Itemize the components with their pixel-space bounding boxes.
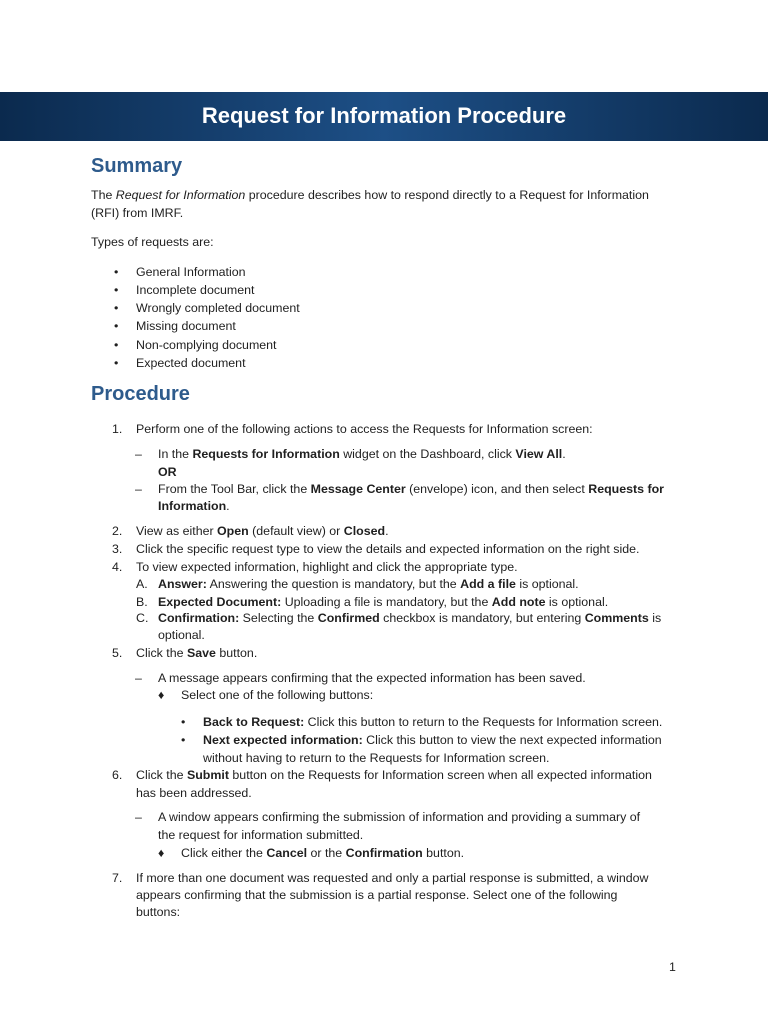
list-item: Wrongly completed document — [136, 301, 300, 315]
step-number: 1. — [112, 422, 123, 436]
step-6-text-line2: has been addressed. — [136, 786, 252, 800]
step-1-text: Perform one of the following actions to access the Requests for Information screen: — [136, 422, 593, 436]
step-number: 3. — [112, 542, 123, 556]
step-6-sub: A window appears confirming the submission of information and providing a summary of — [158, 810, 641, 824]
step-6-sub-line2: the request for information submitted. — [158, 828, 364, 842]
step-2-text: View as either Open (default view) or Closed. — [136, 524, 389, 538]
diamond-icon: ♦ — [158, 688, 165, 702]
next-expected-option: Next expected information: Click this button to view the next expected information — [203, 733, 662, 747]
step-4-option-c-line2: optional. — [158, 628, 205, 642]
step-4-text: To view expected information, highlight and click the appropriate type. — [136, 560, 518, 574]
list-item: Non-complying document — [136, 338, 277, 352]
page-title: Request for Information Procedure — [201, 103, 567, 128]
bullet-icon: • — [114, 301, 119, 315]
step-number: 6. — [112, 768, 123, 782]
step-3-text: Click the specific request type to view the details and expected information on the right side. — [136, 542, 640, 556]
step-7-text-line3: buttons: — [136, 905, 181, 919]
page-banner — [0, 92, 768, 141]
summary-intro: The Request for Information procedure describes how to respond directly to a Request for Information — [91, 188, 649, 202]
dash-icon: – — [135, 447, 142, 461]
sub-letter: C. — [136, 611, 149, 625]
summary-heading: Summary — [91, 155, 183, 177]
step-5-sub: A message appears confirming that the expected information has been saved. — [158, 671, 586, 685]
back-to-request-option: Back to Request: Click this button to return to the Requests for Information screen. — [203, 715, 663, 729]
diamond-icon: ♦ — [158, 846, 165, 860]
next-expected-option-line2: without having to return to the Requests for Information screen. — [203, 751, 550, 765]
bullet-icon: • — [114, 265, 119, 279]
step-5-sub2: Select one of the following buttons: — [181, 688, 374, 702]
list-item: Expected document — [136, 356, 246, 370]
step-6-text: Click the Submit button on the Requests for Information screen when all expected information — [136, 768, 652, 782]
step-5-text: Click the Save button. — [136, 646, 258, 660]
procedure-heading: Procedure — [91, 383, 190, 405]
dash-icon: – — [135, 671, 142, 685]
bullet-icon: • — [181, 733, 186, 747]
list-item: Incomplete document — [136, 283, 255, 297]
step-1-option-a: In the Requests for Information widget on the Dashboard, click View All. — [158, 447, 566, 461]
step-4-option-a: Answer: Answering the question is mandatory, but the Add a file is optional. — [158, 577, 579, 591]
list-item: General Information — [136, 265, 246, 279]
bullet-icon: • — [114, 338, 119, 352]
sub-letter: B. — [136, 595, 148, 609]
bullet-icon: • — [114, 283, 119, 297]
step-7-text: If more than one document was requested and only a partial response is submitted, a window — [136, 871, 649, 885]
step-4-option-c: Confirmation: Selecting the Confirmed checkbox is mandatory, but entering Comments is — [158, 611, 662, 625]
step-6-sub2: Click either the Cancel or the Confirmation button. — [181, 846, 465, 860]
step-7-text-line2: appears confirming that the submission is a partial response. Select one of the following — [136, 888, 618, 902]
page-number: 1 — [669, 960, 676, 974]
list-item: Missing document — [136, 319, 236, 333]
bullet-icon: • — [181, 715, 186, 729]
or-label: OR — [158, 465, 177, 479]
step-number: 7. — [112, 871, 123, 885]
dash-icon: – — [135, 482, 142, 496]
types-intro: Types of requests are: — [91, 235, 214, 249]
step-1-option-c: From the Tool Bar, click the Message Center (envelope) icon, and then select Requests for — [158, 482, 664, 496]
step-4-option-b: Expected Document: Uploading a file is mandatory, but the Add note is optional. — [158, 595, 609, 609]
step-number: 4. — [112, 560, 123, 574]
dash-icon: – — [135, 810, 142, 824]
bullet-icon: • — [114, 319, 119, 333]
step-number: 2. — [112, 524, 123, 538]
step-number: 5. — [112, 646, 123, 660]
sub-letter: A. — [136, 577, 148, 591]
step-1-option-c-line2: Information. — [158, 499, 230, 513]
bullet-icon: • — [114, 356, 119, 370]
summary-intro-line2: (RFI) from IMRF. — [91, 206, 184, 220]
